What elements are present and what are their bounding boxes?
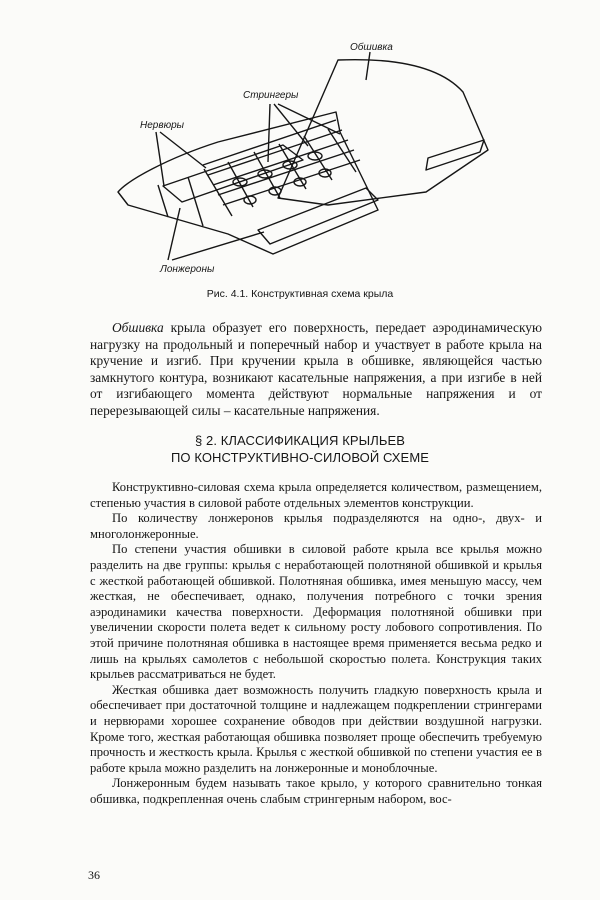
page-number: 36: [88, 868, 100, 882]
rib-holes: [233, 152, 331, 204]
skin-label: Обшивка: [350, 42, 393, 53]
section-heading: [0, 432, 600, 466]
ribs-label: Нервюры: [140, 120, 185, 131]
section-heading-line-2: ПО КОНСТРУКТИВНО-СИЛОВОЙ СХЕМЕ: [170, 450, 430, 465]
spars-label: Лонжероны: [160, 264, 215, 275]
paragraph-2: По количеству лонжеронов крылья подразделяются на одно-, двух- и многолонжеронные.: [90, 511, 542, 541]
ribs-lines: [204, 129, 356, 216]
paragraph-5: Лонжеронным будем называть такое крыло, у которого сравнительно тонкая обшивка, подкрепленная очень слабым стрингерным набором, вос-: [90, 776, 542, 806]
skin-panel: [278, 60, 488, 205]
figure-caption: Рис. 4.1. Конструктивная схема крыла: [206, 288, 394, 300]
stringers-label: Стрингеры: [243, 90, 299, 101]
paragraph-1: Конструктивно-силовая схема крыла определяется количеством, размещением, степенью участия в силовой работе отдельных элементов конструкции.: [90, 480, 542, 510]
intro-lead: Обшивка: [112, 320, 164, 335]
paragraph-3: По степени участия обшивки в силовой работе крыла все крылья можно разделить на две группы: крылья с неработающей полотняной обшивкой и крылья с жесткой работающей обшивкой. Полотняная обшивка, имея меньшую массу, чем жесткая, не обеспечивает, однако, получения потребного с точки зрения аэродинамики качества поверхности. Деформация полотняной обшивки при увеличении скорости полета ведет к сильному росту лобового сопротивления. По этой причине полотняная обшивка в настоящее время применяется весьма редко и лишь на крыльях самолетов с небольшой скоростью полета. Конструкция таких крыльев рассматриваться не будет.: [90, 542, 542, 682]
intro-paragraph: [90, 320, 542, 419]
wing-structure-figure: [108, 40, 508, 290]
section-body: [90, 480, 542, 807]
wing-diagram: [108, 40, 508, 290]
intro-text: крыла образует его поверхность, передает аэродинамическую нагрузку на продольный и поперечный набор и участвует в работе крыла на кручение и изгиб. При кручении крыла в обшивке, являющейся частью замкнутого контура, возникают касательные напряжения, а при изгибе в ней от изгибающего момента действуют нормальные напряжения и от перерезывающей силы – касательные напряжения.: [90, 320, 542, 418]
aileron: [426, 140, 484, 170]
paragraph-4: Жесткая обшивка дает возможность получить гладкую поверхность крыла и обеспечивает при достаточной толщине и надлежащем подкреплении стрингерами и нервюрами хорошее сохранение обводов при действии воздушной нагрузки. Кроме того, жесткая работающая обшивка позволяет проще обеспечить требуемую прочность и жесткость крыла. Крылья с жесткой обшивкой по степени участия ее в работе крыла можно разделить на лонжеронные и моноблочные.: [90, 682, 542, 775]
section-heading-line-1: § 2. КЛАССИФИКАЦИЯ КРЫЛЬЕВ: [194, 433, 406, 448]
